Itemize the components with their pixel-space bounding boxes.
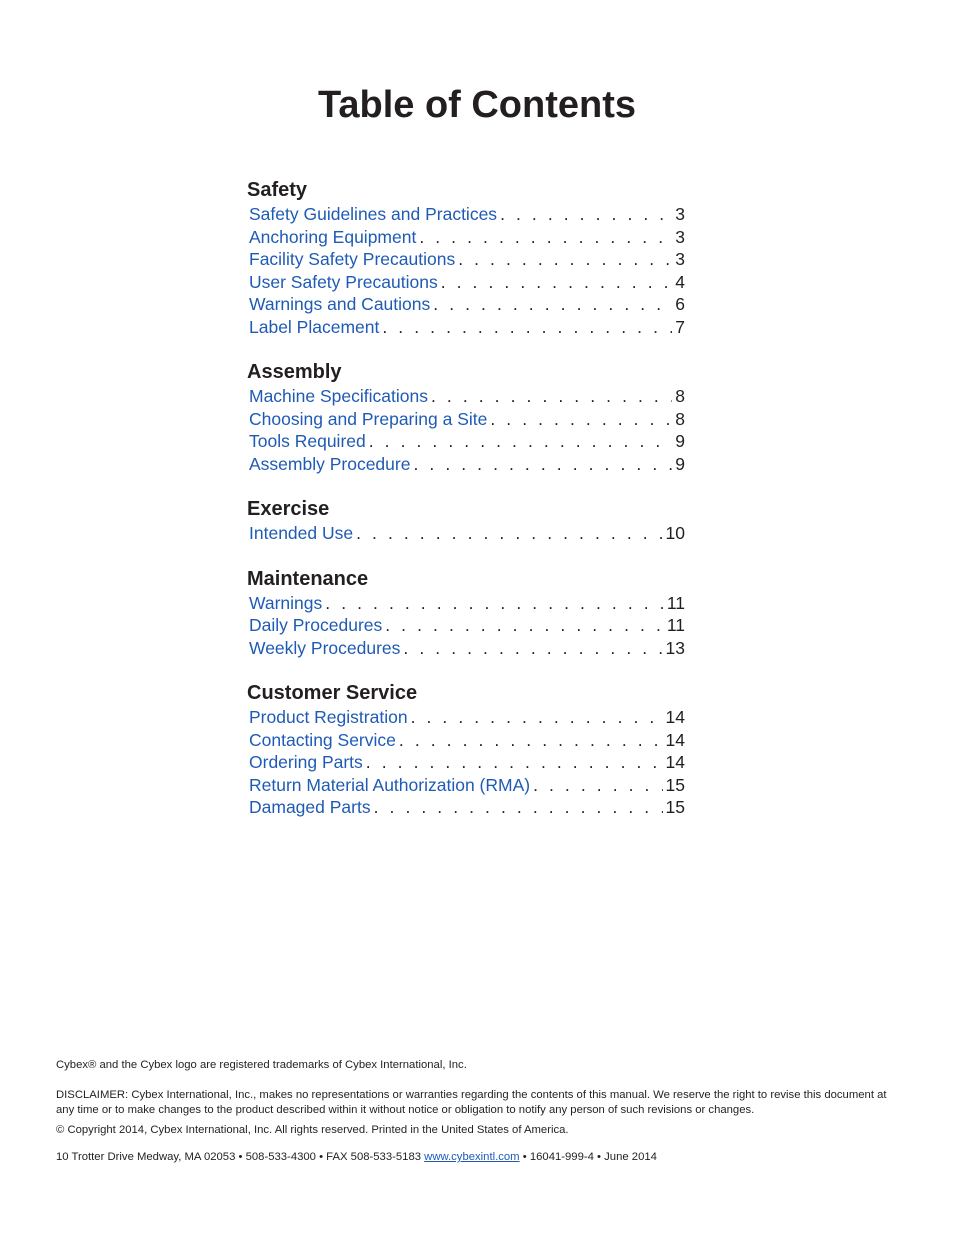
page-number: 14 [665, 729, 685, 750]
page-number: 8 [675, 386, 685, 406]
disclaimer-text: DISCLAIMER: Cybex International, Inc., makes no representations or warranties regarding the contents of this manual. We reserve the right to revise this document at any time or to make changes to the product described within it without notice or obligation to notify any person of such revisions or changes. [56, 1089, 887, 1116]
toc-entry-link[interactable]: Warnings [249, 592, 323, 613]
dot-leader [403, 637, 662, 660]
page-number: 9 [675, 431, 685, 451]
toc-entry-link[interactable]: Daily Procedures [249, 615, 383, 635]
page-number: 8 [675, 408, 685, 429]
toc-entry[interactable] [247, 729, 685, 752]
toc-entry[interactable] [247, 203, 685, 226]
dot-leader [500, 203, 672, 226]
toc-entry[interactable] [247, 522, 685, 545]
toc-section [247, 680, 685, 819]
page-number: 10 [665, 523, 685, 543]
dot-leader [382, 316, 672, 339]
toc-entry-link[interactable]: Damaged Parts [249, 797, 371, 817]
dot-leader [366, 751, 663, 774]
page-number: 3 [675, 249, 685, 269]
dot-leader [385, 614, 664, 637]
dot-leader [490, 408, 672, 431]
toc-entry-link[interactable]: Choosing and Preparing a Site [249, 408, 488, 429]
page-number: 15 [665, 797, 685, 817]
company-address [56, 1150, 894, 1165]
dot-leader [411, 706, 663, 729]
toc-entry[interactable] [247, 408, 685, 431]
dot-leader [458, 248, 672, 271]
toc-entry-link[interactable]: Assembly Procedure [249, 453, 411, 474]
footer [56, 1058, 894, 1165]
section-heading: Exercise [247, 498, 330, 520]
trademark-notice: Cybex® and the Cybex logo are registered trademarks of Cybex International, Inc. [56, 1059, 467, 1071]
section-heading: Safety [247, 179, 308, 201]
dot-leader [433, 293, 672, 316]
toc-entry[interactable] [247, 706, 685, 729]
toc-section [247, 566, 685, 660]
page-number: 9 [675, 453, 685, 474]
website-link[interactable]: www.cybexintl.com [424, 1151, 520, 1163]
address-prefix: 10 Trotter Drive Medway, MA 02053 • 508-533-4300 • FAX 508-533-5183 [56, 1151, 422, 1163]
toc-entry-link[interactable]: Machine Specifications [249, 386, 428, 406]
toc-entry-link[interactable]: Ordering Parts [249, 752, 363, 772]
toc-entry[interactable] [247, 385, 685, 408]
dot-leader [356, 522, 662, 545]
dot-leader [419, 226, 672, 249]
toc-section [247, 496, 685, 545]
toc-entry-link[interactable]: Contacting Service [249, 729, 396, 750]
toc-entry[interactable] [247, 796, 685, 819]
toc-section [247, 359, 685, 475]
toc-entry-link[interactable]: Label Placement [249, 316, 380, 337]
dot-leader [399, 729, 663, 752]
toc-entry[interactable] [247, 293, 685, 316]
section-heading: Customer Service [247, 682, 418, 704]
toc-entry-link[interactable]: Warnings and Cautions [249, 294, 431, 314]
page-number: 3 [675, 204, 685, 224]
page-number: 14 [665, 752, 685, 772]
page-number: 15 [665, 774, 685, 795]
page-number: 11 [666, 592, 685, 613]
toc-entry[interactable] [247, 453, 685, 476]
toc-entry[interactable] [247, 316, 685, 339]
dot-leader [369, 430, 673, 453]
toc-entry-link[interactable]: Weekly Procedures [249, 637, 401, 658]
toc-entry[interactable] [247, 774, 685, 797]
toc-entry[interactable] [247, 271, 685, 294]
table-of-contents [247, 177, 685, 840]
page-number: 14 [665, 707, 685, 727]
toc-entry-link[interactable]: Intended Use [249, 523, 354, 543]
toc-entry[interactable] [247, 592, 685, 615]
page-number: 13 [665, 637, 685, 658]
page-number: 6 [675, 294, 685, 314]
page-number: 11 [666, 615, 685, 635]
section-heading: Maintenance [247, 567, 369, 590]
address-suffix: • 16041-999-4 • June 2014 [522, 1151, 657, 1163]
dot-leader [413, 453, 672, 476]
toc-entry-link[interactable]: Anchoring Equipment [249, 226, 417, 247]
page-number: 3 [675, 226, 685, 247]
page-number: 7 [675, 316, 685, 337]
toc-entry-link[interactable]: Facility Safety Precautions [249, 249, 456, 269]
dot-leader [374, 796, 663, 819]
toc-entry[interactable] [247, 614, 685, 637]
toc-entry-link[interactable]: Product Registration [249, 707, 408, 727]
dot-leader [431, 385, 672, 408]
toc-entry-link[interactable]: User Safety Precautions [249, 271, 438, 292]
toc-entry-link[interactable]: Return Material Authorization (RMA) [249, 774, 531, 795]
section-heading: Assembly [247, 361, 342, 383]
copyright-notice: © Copyright 2014, Cybex International, Inc. All rights reserved. Printed in the United States of America. [56, 1124, 569, 1136]
toc-entry[interactable] [247, 430, 685, 453]
page-title: Table of Contents [317, 84, 637, 126]
toc-entry-link[interactable]: Safety Guidelines and Practices [249, 204, 498, 224]
dot-leader [533, 774, 662, 797]
dot-leader [325, 592, 664, 615]
toc-entry[interactable] [247, 637, 685, 660]
page-number: 4 [675, 271, 685, 292]
toc-section [247, 177, 685, 338]
toc-entry[interactable] [247, 248, 685, 271]
toc-entry-link[interactable]: Tools Required [249, 431, 366, 451]
toc-entry[interactable] [247, 226, 685, 249]
toc-entry[interactable] [247, 751, 685, 774]
dot-leader [441, 271, 673, 294]
